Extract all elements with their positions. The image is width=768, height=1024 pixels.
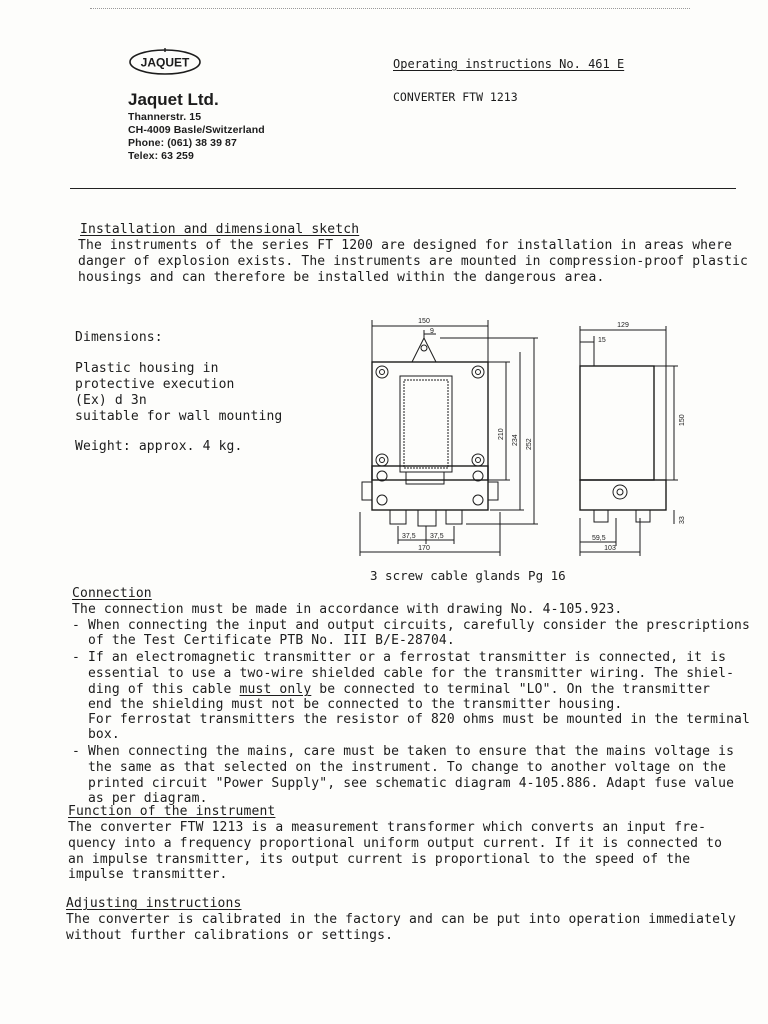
must-only-emphasis: must only	[239, 682, 312, 697]
terminal-label	[406, 472, 444, 484]
corner-screw	[376, 366, 388, 378]
connection-intro: The connection must be made in accordance with drawing No. 4-105.923.	[72, 602, 623, 617]
logo-text: JAQUET	[140, 55, 190, 70]
dim-label: 252	[526, 438, 533, 450]
dim-label: 150	[418, 318, 430, 325]
weight-text: Weight: approx. 4 kg.	[75, 439, 243, 454]
dimensions-label: Dimensions:	[75, 330, 163, 345]
connection-line: essential to use a two-wire shielded cable for the transmitter wiring. The shiel-	[72, 666, 735, 681]
dim-label: 37,5	[402, 533, 416, 540]
dim-label: 103	[604, 545, 616, 552]
connection-line-with-emphasis	[72, 682, 710, 697]
side-terminal-box	[580, 480, 666, 510]
connection-line: - When connecting the input and output circuits, carefully consider the prescriptions	[72, 618, 751, 633]
connection-line-part: be connected to terminal "LO". On the transmitter	[311, 682, 711, 697]
corner-screw	[472, 366, 484, 378]
connection-line: of the Test Certificate PTB No. III B/E-28704.	[72, 633, 455, 648]
terminal-box	[372, 466, 488, 510]
connection-line: printed circuit "Power Supply", see schematic diagram 4-105.886. Adapt fuse value	[72, 776, 735, 791]
installation-line: The instruments of the series FT 1200 are designed for installation in areas where	[78, 238, 733, 253]
cable-gland	[418, 510, 436, 526]
connection-line: box.	[72, 727, 120, 742]
dimensions-desc: protective execution	[75, 377, 235, 392]
dimensions-desc: Plastic housing in	[75, 361, 219, 376]
dim-label: 15	[598, 337, 606, 344]
jaquet-logo	[128, 48, 202, 76]
connection-line: For ferrostat transmitters the resistor of 820 ohms must be mounted in the terminal	[72, 712, 751, 727]
function-line: impulse transmitter.	[68, 867, 228, 882]
connection-line: - When connecting the mains, care must be taken to ensure that the mains voltage is	[72, 744, 735, 759]
connection-line: end the shielding must not be connected to the transmitter housing.	[72, 697, 623, 712]
function-heading: Function of the instrument	[68, 804, 276, 819]
address-city: CH-4009 Basle/Switzerland	[128, 124, 265, 136]
adjusting-line: The converter is calibrated in the factory and can be put into operation immediately	[66, 912, 737, 927]
installation-line: danger of explosion exists. The instruments are mounted in compression-proof plastic	[78, 254, 749, 269]
scan-artifact-line	[90, 8, 690, 10]
dim-label: 234	[512, 434, 519, 446]
connection-line-part: ding of this cable	[72, 682, 240, 697]
side-housing	[580, 366, 654, 480]
dimensional-sketch	[340, 312, 740, 564]
dim-label: 9	[430, 328, 434, 335]
connection-line: - If an electromagnetic transmitter or a ferrostat transmitter is connected, it is	[72, 650, 727, 665]
function-line: quency into a frequency proportional uniform output current. If it is connected to	[68, 836, 723, 851]
dim-label: 150	[679, 414, 686, 426]
address-street: Thannerstr. 15	[128, 111, 202, 123]
dim-label: 59,5	[592, 535, 606, 542]
dim-label: 37,5	[430, 533, 444, 540]
connection-heading: Connection	[72, 586, 152, 601]
connection-line: as per diagram.	[72, 791, 208, 806]
adjusting-heading: Adjusting instructions	[66, 896, 242, 911]
cable-gland	[362, 482, 372, 500]
company-name: Jaquet Ltd.	[128, 90, 219, 109]
document-title: Operating instructions No. 461 E	[393, 57, 625, 71]
header-divider	[70, 188, 736, 189]
installation-heading: Installation and dimensional sketch	[80, 222, 360, 237]
address-telex: Telex: 63 259	[128, 150, 194, 162]
dim-label: 33	[679, 516, 686, 524]
cable-gland	[446, 510, 462, 524]
address-phone: Phone: (061) 38 39 87	[128, 137, 237, 149]
function-line: an impulse transmitter, its output current is proportional to the speed of the	[68, 852, 691, 867]
side-cable-gland	[613, 485, 627, 499]
corner-screw	[472, 454, 484, 466]
document-subtitle: CONVERTER FTW 1213	[393, 90, 518, 104]
adjusting-line: without further calibrations or settings.	[66, 928, 394, 943]
mounting-lug	[412, 338, 436, 362]
drawing-caption: 3 screw cable glands Pg 16	[370, 568, 566, 583]
corner-screw	[376, 454, 388, 466]
dimensions-desc: (Ex) d 3n	[75, 393, 147, 408]
connection-line: the same as that selected on the instrument. To change to another voltage on the	[72, 760, 727, 775]
dim-label: 210	[498, 428, 505, 440]
dimensions-desc: suitable for wall mounting	[75, 409, 283, 424]
front-window	[400, 376, 452, 472]
dim-label: 170	[418, 545, 430, 552]
dim-label: 129	[617, 322, 629, 329]
installation-line: housings and can therefore be installed within the dangerous area.	[78, 270, 605, 285]
cable-gland	[488, 482, 498, 500]
function-line: The converter FTW 1213 is a measurement transformer which converts an input fre-	[68, 820, 707, 835]
cable-gland	[390, 510, 406, 524]
